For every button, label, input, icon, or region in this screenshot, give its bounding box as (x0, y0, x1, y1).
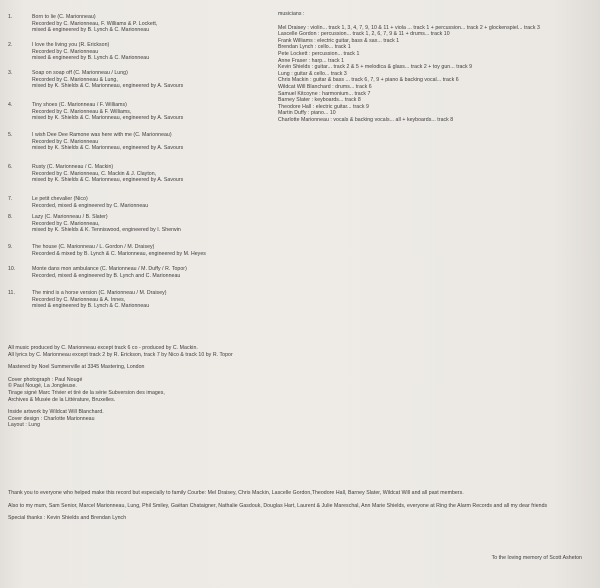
track-title: Soap on soap off (C. Marionneau / Lung) (32, 70, 128, 76)
track-lines (32, 244, 206, 257)
production-credits (8, 345, 308, 435)
track-lines (32, 214, 181, 234)
track-credit-line: Recorded by C. Marionneau & Lung, (32, 76, 118, 83)
track-lines (32, 14, 157, 34)
track-number: 6. (8, 164, 13, 170)
track-title: Lazy (C. Marionneau / B. Slater) (32, 214, 108, 220)
track-credit-line: mixed & engineered by B. Lynch & C. Marionneau (32, 55, 150, 62)
credit-block (8, 345, 308, 358)
track-number: 1. (8, 14, 13, 20)
credit-line: All lyrics by C. Marionneau except track 2 by R. Erickson, track 7 by Nico & track 10 by R. Topor (8, 351, 233, 358)
credit-line: Cover photograph : Paul Nougé (8, 376, 83, 383)
track-credit-line: Recorded by C. Marionneau, C. Mackin & J. Clayton, (32, 170, 157, 177)
credit-line: All music produced by C. Marionneau except track 6 co - produced by C. Mackin. (8, 345, 198, 351)
track-title: I wish Dee Dee Ramone was here with me (C. Marionneau) (32, 132, 172, 138)
track-credit-line: mixed & engineered by B. Lynch & C. Marionneau (32, 27, 150, 34)
track-credit-line: Recorded, mixed & engineered by C. Marionneau (32, 202, 149, 209)
track-title: Born to lie (C. Marionneau) (32, 14, 96, 20)
track-lines (32, 102, 183, 122)
track-title: Tiny shoes (C. Marionneau / F. Williams) (32, 102, 127, 108)
track-lines (32, 42, 149, 62)
track-number: 4. (8, 102, 13, 108)
track-title: Monte dans mon ambulance (C. Marionneau / M. Duffy / R. Topor) (32, 266, 187, 272)
track-title: Le petit chevalier (Nico) (32, 196, 88, 202)
special-thanks-text: Special thanks : Kevin Shields and Brendan Lynch (8, 515, 127, 522)
track-title: I love the living you (R. Erickson) (32, 42, 110, 48)
track-lines (32, 164, 183, 184)
credit-block (8, 409, 308, 429)
track-lines (32, 290, 167, 310)
thanks-section (8, 490, 598, 528)
musician-row: Kevin Shields : guitar... track 2 & 5 + melodica & glass... track 2 + toy gun... track 9 (278, 64, 473, 71)
track-number: 10. (8, 266, 16, 272)
track-credit-line: Recorded by C. Marionneau (32, 48, 99, 55)
track-lines (32, 132, 183, 152)
track-lines (32, 266, 187, 279)
musicians-section (278, 11, 578, 124)
credit-line: Tirage signé Marc Trivier et tiré de la série Subversion des images, (8, 389, 165, 396)
track-credit-line: mixed & engineered by B. Lynch & C. Marionneau (32, 303, 150, 310)
thanks-family-text: Also to my mum, Sam Senior, Marcel Marionneau, Lung, Phil Smiley, Gaëtan Chataigner, Nathalie Gasdouk, Douglas Hart, Laurent & Julie Mareschal, Ann Marie Shields, everyone at Ring the Alarm Records and all my dear friends (8, 502, 548, 509)
track-number: 7. (8, 196, 13, 202)
track-title: Rusty (C. Marionneau / C. Mackin) (32, 164, 114, 170)
credit-line: Cover design : Charlotte Marionneau (8, 415, 95, 422)
musician-row: Lascelle Gordon : percussion... track 1, 2, 6, 7, 9 & 11 + drums... track 10 (278, 31, 450, 38)
track-number: 9. (8, 244, 13, 250)
track-credit-line: mixed by K. Shields & C. Marionneau, engineered by A. Savours (32, 115, 184, 122)
track-number: 8. (8, 214, 13, 220)
musician-row: Mel Draisey : violin... track 1, 3, 4, 7, 9, 10 & 11 + viola ... track 1 + percussion... track 2 + glockenspiel... track 3 (278, 24, 540, 31)
track-lines (32, 196, 148, 209)
track-credit-line: Recorded & mixed by B. Lynch & C. Marionneau, engineered by M. Heyes (32, 250, 206, 257)
musicians-heading: musicians : (278, 11, 305, 17)
thanks-text: Thank you to everyone who helped make this record but especially to family Courbe: Mel Draisey, Chris Mackin, Lascelle Gordon,Theodore Hall, Barney Slater, Wildcat Will and all past members. (8, 490, 464, 496)
musician-row: Lung : guitar & cello... track 3 (278, 70, 347, 77)
track-credit-line: Recorded by C. Marionneau & A. Innes, (32, 296, 126, 303)
musician-row: Wildcat Will Blanchard : drums... track 6 (278, 83, 372, 90)
track-credit-line: Recorded by C. Marionneau (32, 138, 99, 145)
credit-line: Inside artwork by Wildcat Will Blanchard. (8, 409, 104, 416)
musicians-list (278, 25, 578, 124)
musician-row: Pete Lockett : percussion... track 1 (278, 50, 360, 57)
track-number: 11. (8, 290, 15, 296)
credit-line: Layout : Lung (8, 422, 41, 429)
credit-block (8, 377, 308, 403)
track-credit-line: mixed by K. Shields & C. Marionneau, engineered by A. Savours (32, 83, 184, 90)
track-number: 3. (8, 70, 13, 76)
musician-row: Anne Fraser : harp... track 1 (278, 57, 345, 64)
musician-row: Chris Mackin : guitar & bass ... track 6, 7, 9 + piano & backing vocal... track 6 (278, 77, 459, 84)
track-credit-line: mixed by K. Shields & C. Marionneau, engineered by A. Savours (32, 145, 184, 152)
track-number: 2. (8, 42, 13, 48)
track-credit-line: mixed by K. Shields & C. Marionneau, engineered by A. Savours (32, 177, 184, 184)
credit-line: Archives & Musée de la Littérature, Bruxelles. (8, 396, 116, 403)
dedication-text: To the loving memory of Scott Asheton (491, 555, 582, 561)
credit-block (8, 364, 308, 371)
track-title: The mind is a horse version (C. Marionneau / M. Draisey) (32, 290, 167, 296)
track-credit-line: Recorded by C. Marionneau & F. Williams, (32, 108, 132, 115)
musician-row: Charlotte Marionneau : vocals & backing vocals... all + keyboards... track 8 (278, 116, 454, 123)
musician-row: Theodore Hall : electric guitar... track 9 (278, 103, 369, 110)
credit-line: Mastered by Noel Summerville at 3345 Mastering, London (8, 364, 145, 371)
musician-row: Brendan Lynch : cello... track 1 (278, 44, 351, 51)
track-lines (32, 70, 183, 90)
track-title: The house (C. Marionneau / L. Gordon / M. Draisey) (32, 244, 155, 250)
track-credit-line: Recorded by C. Marionneau, (32, 220, 100, 227)
track-number: 5. (8, 132, 13, 138)
musician-row: Barney Slater : keyboards... track 8 (278, 97, 361, 104)
musician-row: Martin Duffy : piano... 10 (278, 110, 336, 117)
musician-row: Samuel Kitcoyne : harmonium... track 7 (278, 90, 371, 97)
credit-line: © Paul Nougé, La Jongleuse. (8, 383, 77, 390)
track-credit-line: Recorded, mixed & engineered by B. Lynch and C. Marionneau (32, 272, 181, 279)
track-credit-line: Recorded by C. Marionneau, F. Williams & P. Lockett, (32, 20, 158, 27)
track-credit-line: mixed by K. Shields & K. Tenniswood, engineered by I. Sherwin (32, 227, 181, 234)
musician-row: Frank Williams : electric guitar, bass & sax... track 1 (278, 37, 400, 44)
